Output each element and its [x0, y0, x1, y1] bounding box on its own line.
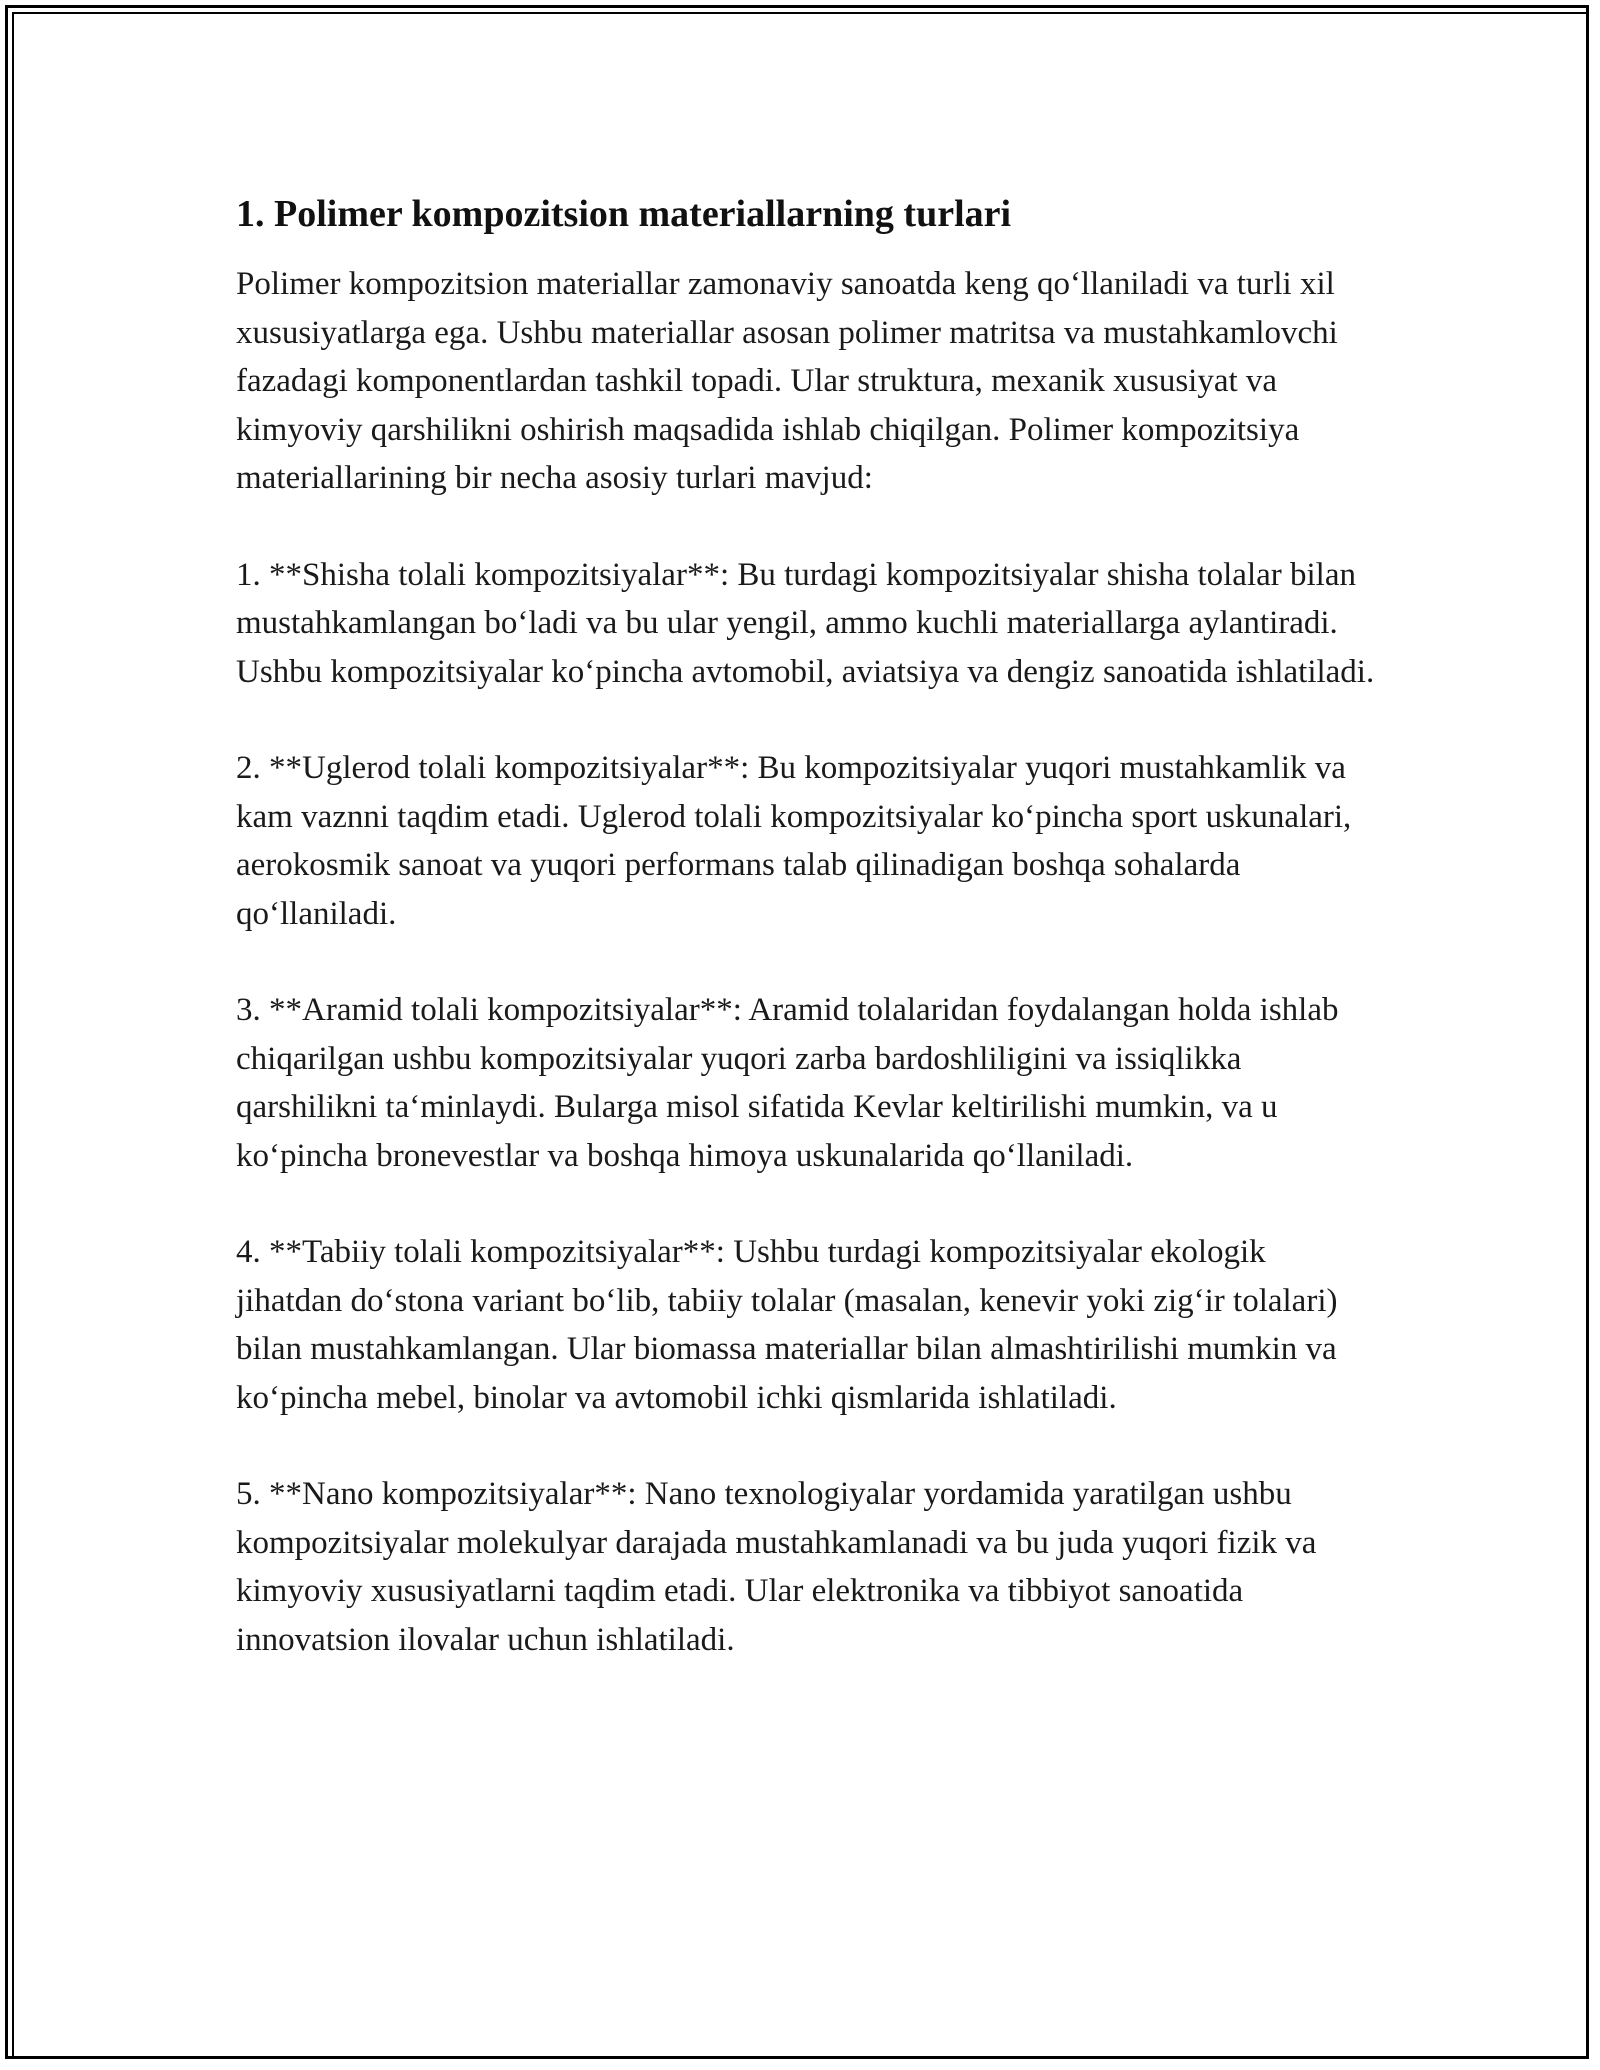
list-item-carbon-fiber: 2. **Uglerod tolali kompozitsiyalar**: Bu kompozitsiyalar yuqori mustahkamlik va kam vaznni taqdim etadi. Uglerod tolali kompozitsiyalar ko‘pincha sport uskunalari, aerokosmik sanoat va yuqori performans talab qilinadigan boshqa sohalarda qo‘llaniladi.	[236, 750, 1352, 932]
intro-paragraph: Polimer kompozitsion materiallar zamonaviy sanoatda keng qo‘llaniladi va turli xil xususiyatlarga ega. Ushbu materiallar asosan polimer matritsa va mustahkamlovchi fazadagi komponentlardan tashkil topadi. Ular struktura, mexanik xususiyat va kimyoviy qarshilikni oshirish maqsadida ishlab chiqilgan. Polimer kompozitsiya materiallarining bir necha asosiy turlari mavjud:	[236, 266, 1338, 496]
section-heading: 1. Polimer kompozitsion materiallarning turlari	[236, 193, 1012, 235]
list-item-nano-composite: 5. **Nano kompozitsiyalar**: Nano texnologiyalar yordamida yaratilgan ushbu kompozitsiyalar molekulyar darajada mustahkamlanadi va bu juda yuqori fizik va kimyoviy xususiyatlarni taqdim etadi. Ular elektronika va tibbiyot sanoatida innovatsion ilovalar uchun ishlatiladi.	[236, 1476, 1317, 1658]
list-item-aramid-fiber: 3. **Aramid tolali kompozitsiyalar**: Aramid tolalaridan foydalangan holda ishlab chiqarilgan ushbu kompozitsiyalar yuqori zarba bardoshliligini va issiqlikka qarshilikni ta‘minlaydi. Bularga misol sifatida Kevlar keltirilishi mumkin, va u ko‘pincha bronevestlar va boshqa himoya uskunalarida qo‘llaniladi.	[236, 992, 1339, 1174]
document-body	[236, 188, 1376, 1712]
list-item-glass-fiber: 1. **Shisha tolali kompozitsiyalar**: Bu turdagi kompozitsiyalar shisha tolalar bilan mustahkamlangan bo‘ladi va bu ular yengil, ammo kuchli materiallarga aylantiradi. Ushbu kompozitsiyalar ko‘pincha avtomobil, aviatsiya va dengiz sanoatida ishlatiladi.	[236, 556, 1375, 690]
list-item-natural-fiber: 4. **Tabiiy tolali kompozitsiyalar**: Ushbu turdagi kompozitsiyalar ekologik jihatdan do‘stona variant bo‘lib, tabiiy tolalar (masalan, kenevir yoki zig‘ir tolalari) bilan mustahkamlangan. Ular biomassa materiallar bilan almashtirilishi mumkin va ko‘pincha mebel, binolar va avtomobil ichki qismlarida ishlatiladi.	[236, 1234, 1338, 1416]
